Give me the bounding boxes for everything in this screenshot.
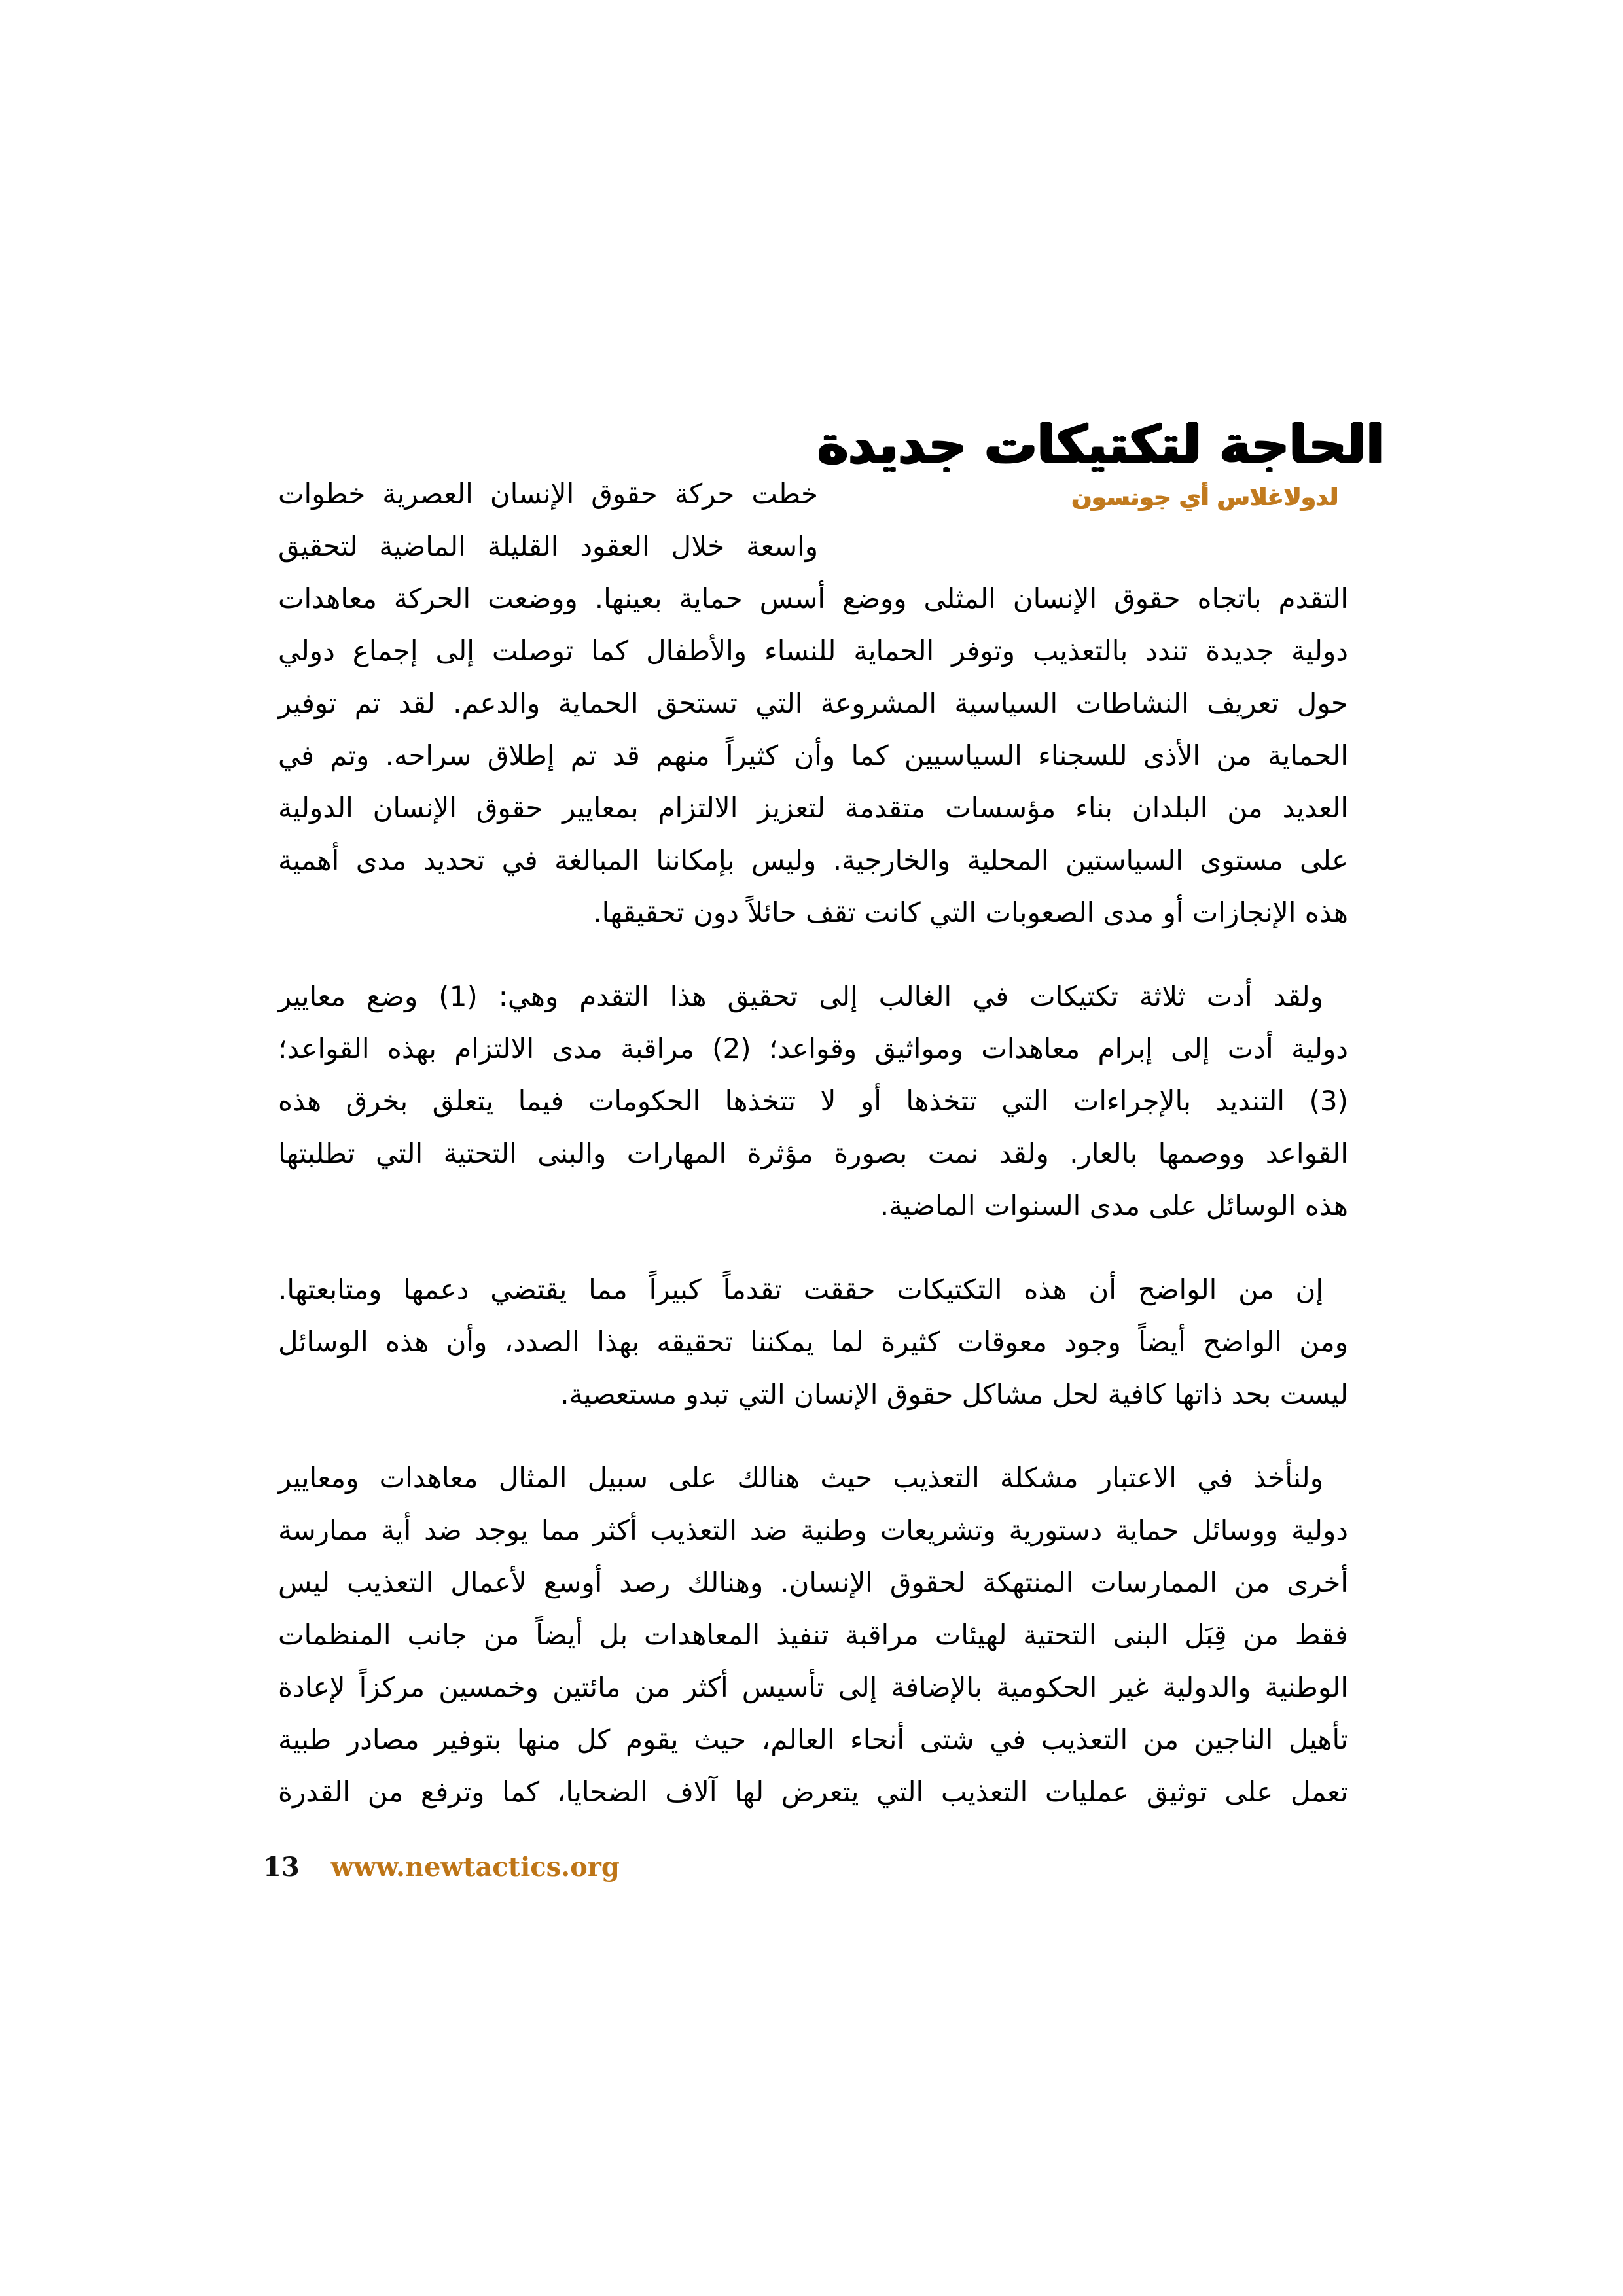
- text-line: على مستوى السياستين المحلية والخارجية. وليس بإمكاننا المبالغة في تحديد مدى أهمية: [278, 844, 1348, 876]
- text-line: تعمل على توثيق عمليات التعذيب التي يتعرض لها آلاف الضحايا، كما وترفع من القدرة: [278, 1776, 1348, 1808]
- text-line: ولقد أدت ثلاثة تكتيكات في الغالب إلى تحقيق هذا التقدم وهي: (1) وضع معايير: [278, 980, 1324, 1012]
- text-line: خطت حركة حقوق الإنسان العصرية خطوات: [278, 478, 818, 510]
- text-line: تأهيل الناجين من التعذيب في شتى أنحاء العالم، حيث يقوم كل منها بتوفير مصادر طبية: [278, 1723, 1348, 1756]
- text-line: هذه الإنجازات أو مدى الصعوبات التي كانت تقف حائلاً دون تحقيقها.: [593, 896, 1348, 928]
- text-line: دولية جديدة تندد بالتعذيب وتوفر الحماية للنساء والأطفال كما توصلت إلى إجماع دولي: [278, 635, 1348, 667]
- text-line: حول تعريف النشاطات السياسية المشروعة التي تستحق الحماية والدعم. لقد تم توفير: [278, 687, 1348, 719]
- text-line: فقط من قِبَل البنى التحتية لهيئات مراقبة تنفيذ المعاهدات بل أيضاً من جانب المنظمات: [278, 1619, 1348, 1651]
- text-line: ومن الواضح أيضاً وجود معوقات كثيرة لما يمكننا تحقيقه بهذا الصدد، وأن هذه الوسائل: [278, 1326, 1348, 1358]
- text-line: الوطنية والدولية غير الحكومية بالإضافة إلى تأسيس أكثر من مائتين وخمسين مركزاً لإعادة: [278, 1671, 1348, 1703]
- paragraph-2: [278, 970, 1348, 1232]
- text-line: ولنأخذ في الاعتبار مشكلة التعذيب حيث هنالك على سبيل المثال معاهدات ومعايير: [278, 1462, 1323, 1494]
- text-line: هذه الوسائل على مدى السنوات الماضية.: [880, 1190, 1348, 1222]
- text-line: دولية ووسائل حماية دستورية وتشريعات وطنية ضد التعذيب أكثر مما يوجد ضد أية ممارسة: [278, 1514, 1348, 1546]
- text-line: التقدم باتجاه حقوق الإنسان المثلى ووضع أسس حماية بعينها. ووضعت الحركة معاهدات: [278, 582, 1348, 614]
- text-line: الحماية من الأذى للسجناء السياسيين كما وأن كثيراً منهم قد تم إطلاق سراحه. وتم في: [278, 739, 1348, 771]
- author-byline: لدولاغلاس أي جونسون: [1071, 484, 1338, 511]
- text-line: ليست بحد ذاتها كافية لحل مشاكل حقوق الإنسان التي تبدو مستعصية.: [560, 1378, 1348, 1410]
- page-number: 13: [263, 1852, 300, 1882]
- text-line: واسعة خلال العقود القليلة الماضية لتحقيق: [278, 530, 818, 562]
- paragraph-1: [278, 468, 1348, 939]
- text-line: (3) التنديد بالإجراءات التي تتخذها أو لا تتخذها الحكومات فيما يتعلق بخرق هذه: [278, 1085, 1348, 1117]
- page-footer: [263, 1852, 620, 1882]
- footer-url-link[interactable]: www.newtactics.org: [330, 1852, 620, 1882]
- paragraph-4: [278, 1452, 1348, 1818]
- text-line: العديد من البلدان بناء مؤسسات متقدمة لتعزيز الالتزام بمعايير حقوق الإنسان الدولية: [278, 792, 1348, 824]
- text-line: إن من الواضح أن هذه التكتيكات حققت تقدماً كبيراً مما يقتضي دعمها ومتابعتها.: [278, 1273, 1323, 1305]
- text-line: دولية أدت إلى إبرام معاهدات ومواثيق وقواعد؛ (2) مراقبة مدى الالتزام بهذه القواعد؛: [278, 1033, 1348, 1065]
- paragraph-3: [278, 1263, 1348, 1421]
- text-line: أخرى من الممارسات المنتهكة لحقوق الإنسان. وهنالك رصد أوسع لأعمال التعذيب ليس: [278, 1566, 1348, 1598]
- text-line: القواعد ووصمها بالعار. ولقد نمت بصورة مؤثرة المهارات والبنى التحتية التي تطلبتها: [278, 1137, 1348, 1169]
- article-body: [278, 468, 1348, 1850]
- page-title: الحاجة لتكتيكات جديدة: [817, 414, 1384, 475]
